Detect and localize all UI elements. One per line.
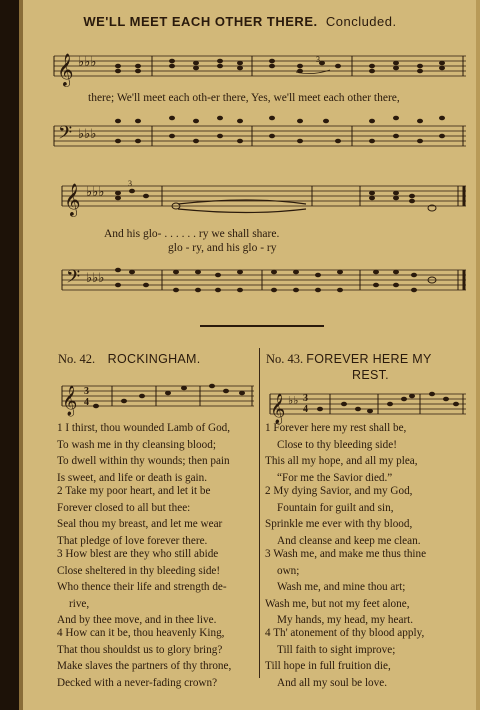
verse-line: And cleanse and keep me clean. [277, 534, 421, 547]
verse-line: 3 How blest are they who still abide [57, 548, 219, 560]
treble-staff-2 [62, 186, 466, 206]
verse-line: Till hope in full fruition die, [265, 660, 391, 673]
lyric-system-1: there; We'll meet each oth-er there, Yes, we'll meet each other there, [88, 92, 400, 104]
verse-line: And by thee move, and in thee live. [57, 614, 217, 627]
hymn-43-verse-1 [265, 420, 418, 486]
key-signature-43-icon: ♭♭ [288, 394, 299, 407]
hymn-42-verse-2 [57, 483, 222, 549]
title-suffix: Concluded. [325, 14, 397, 29]
hymn-43-verse-3 [265, 546, 426, 629]
hymn-42-verse-1 [57, 420, 230, 486]
verse-line: Seal thou my breast, and let me wear [57, 518, 223, 531]
verse-line: To dwell within thy wounds; then pain [57, 455, 230, 468]
time-signature-42: 3 [84, 386, 89, 397]
triplet-mark: 3 [316, 55, 320, 64]
verse-line: My hands, my head, my heart. [277, 614, 414, 627]
verse-line: Sprinkle me ever with thy blood, [265, 518, 413, 531]
verse-line: 4 How can it be, thou heavenly King, [57, 627, 225, 639]
bass-staff-1 [54, 126, 466, 146]
hymn-43-heading-2 [352, 368, 389, 383]
verse-line: Make slaves the partners of thy throne, [57, 660, 232, 673]
treble-clef-42-icon: 𝄞 [62, 386, 78, 416]
key-signature-2-icon: ♭♭♭ [86, 185, 105, 200]
bass-clef-2-icon: 𝄢 [66, 267, 81, 292]
hymn-43-number: No. 43. [266, 352, 304, 366]
hymn-42-verse-3 [57, 546, 227, 629]
verse-line: 1 Forever here my rest shall be, [265, 422, 407, 434]
hymn-42-number: No. 42. [58, 352, 96, 366]
verse-line: That pledge of love forever there. [57, 534, 208, 547]
treble-clef-icon: 𝄞 [57, 53, 74, 86]
verse-line: “For me the Savior died.” [277, 471, 393, 484]
time-signature-43b: 4 [303, 404, 308, 415]
verse-line: Close sheltered in thy bleeding side! [57, 564, 221, 577]
key-signature-bass-icon: ♭♭♭ [78, 127, 97, 142]
song-title: WE'LL MEET EACH OTHER THERE. [83, 14, 318, 29]
hymn-43-verse-2 [265, 483, 421, 549]
bass-staff-2 [62, 270, 466, 290]
verse-line: Close to thy bleeding side! [277, 438, 397, 451]
hymn-43-name-line1: FOREVER HERE MY [306, 352, 432, 366]
verse-line: Forever closed to all but thee: [57, 501, 191, 514]
hymn-42-verse-4 [57, 625, 231, 691]
lyric-system-2-bottom: glo - ry, and his glo - ry [168, 242, 277, 254]
hymn-42-name: ROCKINGHAM. [107, 352, 201, 366]
verse-line: Who thence their life and strength de- [57, 581, 227, 594]
verse-line: Decked with a never-fading crown? [57, 676, 218, 689]
lyric-system-2-top: And his glo- . . . . . . ry we shall share. [104, 228, 280, 240]
time-signature-43: 3 [303, 393, 308, 404]
verse-line: This all my hope, and all my plea, [265, 455, 418, 468]
time-signature-42b: 4 [84, 397, 89, 408]
hymn-43-verse-4 [265, 625, 424, 691]
key-signature-bass-2-icon: ♭♭♭ [86, 271, 105, 286]
section-divider [200, 325, 324, 327]
verse-line: Is sweet, and life or death is gain. [57, 471, 208, 484]
hymn-42-heading [58, 352, 201, 367]
verse-line: 2 Take my poor heart, and let it be [57, 485, 211, 497]
verse-line: 4 Th' atonement of thy blood apply, [265, 627, 425, 639]
verse-line: 1 I thirst, thou wounded Lamb of God, [57, 422, 231, 434]
verse-line: Fountain for guilt and sin, [277, 501, 394, 514]
verse-line: To wash me in thy cleansing blood; [57, 438, 216, 451]
triplet-mark-2: 3 [128, 179, 132, 188]
verse-line: own; [277, 564, 300, 577]
treble-clef-43-icon: 𝄞 [270, 394, 286, 424]
hymn-43-heading [266, 352, 432, 367]
verse-line: Till faith to sight improve; [277, 643, 396, 656]
verse-line: rive, [69, 597, 90, 610]
verse-line: 2 My dying Savior, and my God, [265, 485, 413, 497]
verse-line: Wash me, but not my feet alone, [265, 597, 410, 610]
column-rule [259, 348, 260, 678]
verse-line: Wash me, and mine thou art; [277, 581, 406, 594]
hymn-43-name-line2: REST. [352, 368, 389, 382]
treble-clef-2-icon: 𝄞 [64, 183, 81, 216]
verse-line: 3 Wash me, and make me thus thine [265, 548, 427, 560]
notes-bass-1 [115, 116, 445, 144]
notes-forever-here [317, 392, 459, 414]
verse-line: That thou shouldst us to glory bring? [57, 643, 223, 656]
key-signature-icon: ♭♭♭ [78, 55, 97, 70]
bass-clef-icon: 𝄢 [58, 123, 73, 148]
verse-line: And all my soul be love. [277, 676, 387, 689]
notes-treble-2 [115, 189, 436, 211]
